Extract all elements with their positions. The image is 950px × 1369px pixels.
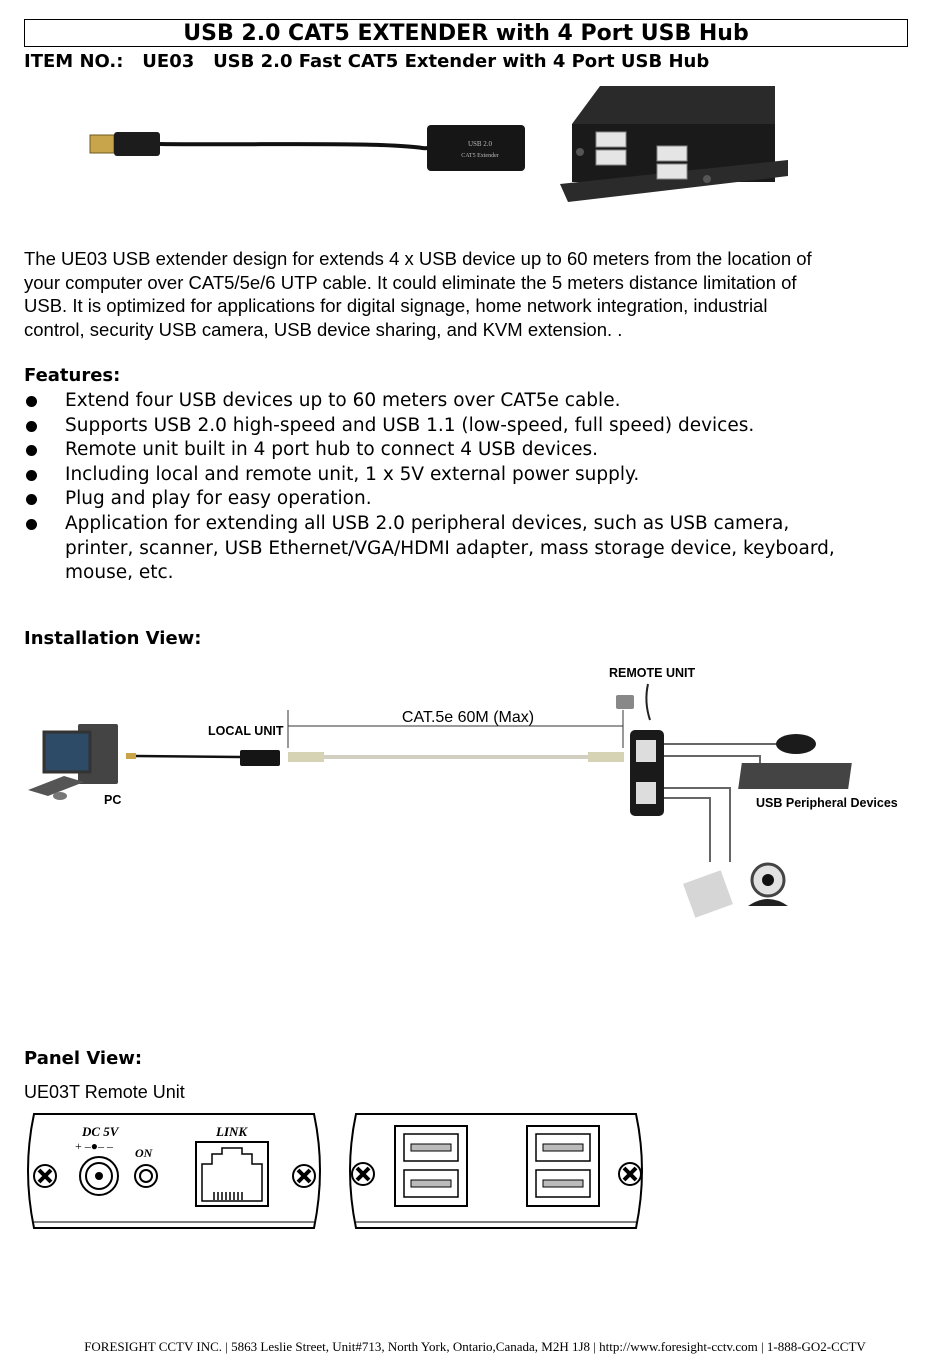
usb-port-pair-left-icon bbox=[395, 1126, 467, 1206]
bullet-icon bbox=[26, 445, 37, 456]
local-usb-plug bbox=[126, 753, 136, 759]
printer-icon bbox=[683, 870, 733, 918]
bullet-icon bbox=[26, 396, 37, 407]
local-unit-icon bbox=[240, 750, 280, 766]
panel-subtitle: UE03T Remote Unit bbox=[24, 1082, 185, 1102]
screw-icon bbox=[34, 1165, 56, 1187]
item-description: USB 2.0 Fast CAT5 Extender with 4 Port USB Hub bbox=[213, 51, 710, 72]
usb-plug-connector bbox=[90, 135, 114, 153]
rj45-plug-right bbox=[588, 752, 624, 762]
installation-diagram bbox=[20, 662, 920, 932]
bullet-icon bbox=[26, 494, 37, 505]
page-title: USB 2.0 CAT5 EXTENDER with 4 Port USB Hub bbox=[24, 19, 908, 47]
item-number: UE03 bbox=[142, 51, 195, 72]
pc-label: PC bbox=[104, 793, 122, 807]
hub-screw-right bbox=[703, 175, 711, 183]
feature-item: Including local and remote unit, 1 x 5V external power supply. bbox=[24, 463, 924, 488]
features-list bbox=[24, 389, 924, 586]
remote-hub-photo bbox=[560, 84, 792, 206]
power-adapter-icon bbox=[616, 695, 634, 709]
local-unit-label: LOCAL UNIT bbox=[208, 724, 284, 738]
bullet-icon bbox=[26, 421, 37, 432]
pc-icon bbox=[28, 724, 118, 800]
keyboard-icon bbox=[738, 763, 852, 789]
screw-icon bbox=[293, 1165, 315, 1187]
usb-plug-body bbox=[114, 132, 160, 156]
dongle-label-1: USB 2.0 bbox=[467, 140, 493, 148]
camera-base-icon bbox=[748, 899, 788, 906]
rj45-plug-left bbox=[288, 752, 324, 762]
remote-usb-port-bottom bbox=[636, 782, 656, 804]
bullet-icon bbox=[26, 470, 37, 481]
power-cord bbox=[646, 684, 650, 720]
screw-icon bbox=[352, 1163, 374, 1185]
rj45-port-icon bbox=[196, 1142, 268, 1206]
item-number-line bbox=[24, 51, 709, 72]
feature-item: Application for extending all USB 2.0 peripheral devices, such as USB camera, printer, scanner, USB Ethernet/VGA/HDMI adapter, mass storage device, keyboard, mouse, etc. bbox=[24, 512, 924, 586]
hub-screw-left bbox=[576, 148, 584, 156]
polarity-symbol: + –●– – bbox=[75, 1139, 114, 1153]
feature-item: Supports USB 2.0 high-speed and USB 1.1 (low-speed, full speed) devices. bbox=[24, 414, 924, 439]
remote-usb-port-top bbox=[636, 740, 656, 762]
remote-unit-label: REMOTE UNIT bbox=[609, 666, 696, 680]
usb-port-pair-right-icon bbox=[527, 1126, 599, 1206]
power-led-icon bbox=[135, 1165, 157, 1187]
installation-heading: Installation View: bbox=[24, 628, 202, 649]
feature-item: Plug and play for easy operation. bbox=[24, 487, 924, 512]
peripheral-devices-label: USB Peripheral Devices bbox=[756, 796, 898, 810]
link-label: LINK bbox=[216, 1124, 248, 1139]
left-panel-outline bbox=[28, 1114, 320, 1228]
feature-item: Extend four USB devices up to 60 meters over CAT5e cable. bbox=[24, 389, 924, 414]
panel-drawing bbox=[20, 1110, 660, 1240]
item-label: ITEM NO.: bbox=[24, 51, 124, 72]
camera-lens-icon bbox=[762, 874, 774, 886]
cable-length-label: CAT.5e 60M (Max) bbox=[401, 709, 535, 726]
mouse-icon bbox=[776, 734, 816, 754]
dongle-label-2: CAT5 Extender bbox=[461, 153, 499, 159]
product-description: The UE03 USB extender design for extends 4 x USB device up to 60 meters from the location of your computer over CAT5/5e/6 UTP cable. It could eliminate the 5 meters distance limitation of USB. It is optimized for applications for digital signage, home network integration, industrial control, security USB camera, USB device sharing, and KVM extension. . bbox=[24, 248, 812, 340]
features-heading: Features: bbox=[24, 365, 121, 386]
screw-icon bbox=[619, 1163, 641, 1185]
panel-heading: Panel View: bbox=[24, 1048, 143, 1069]
dongle-box bbox=[427, 125, 525, 171]
footer-contact: FORESIGHT CCTV INC. | 5863 Leslie Street, Unit#713, North York, Ontario,Canada, M2H 1J8 | http://www.foresight-cctv.com | 1-888-GO2-CCTV bbox=[84, 1339, 866, 1354]
dc-5v-label: DC 5V bbox=[82, 1124, 119, 1139]
on-label: ON bbox=[135, 1146, 153, 1160]
usb-cable bbox=[160, 144, 428, 148]
hub-top bbox=[572, 86, 775, 124]
dc-jack-icon bbox=[80, 1157, 118, 1195]
local-usb-cable bbox=[136, 756, 240, 757]
bullet-icon bbox=[26, 519, 37, 530]
local-unit-photo bbox=[80, 115, 540, 185]
feature-item: Remote unit built in 4 port hub to connect 4 USB devices. bbox=[24, 438, 924, 463]
